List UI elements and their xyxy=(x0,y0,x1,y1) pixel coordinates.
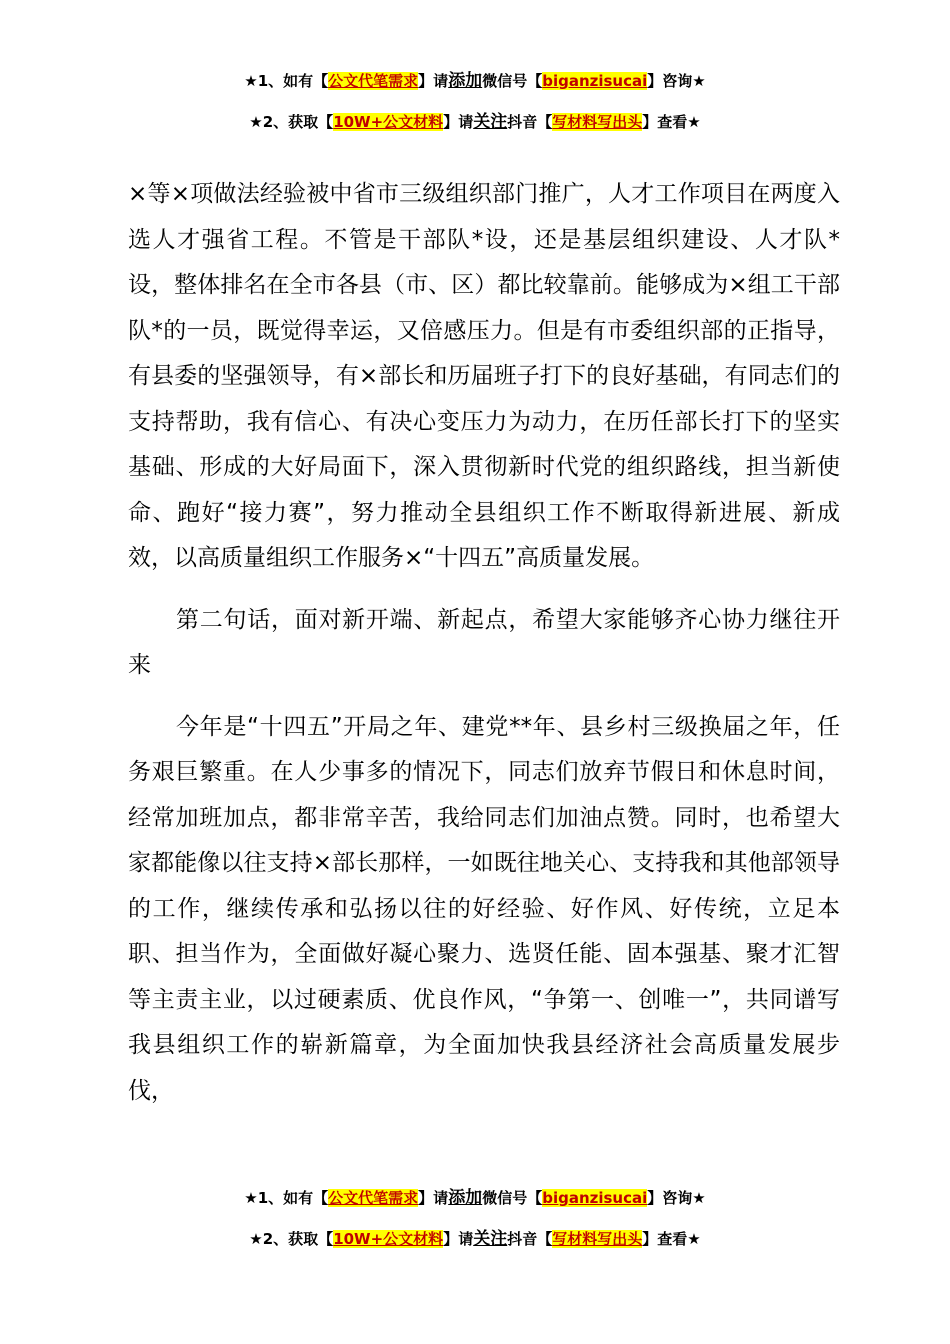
banner-text: 】请 xyxy=(443,1230,474,1248)
paragraph-1: ×等×项做法经验被中省市三级组织部门推广，人才工作项目在两度入选人才强省工程。不管是干部队*设，还是基层组织建设、人才队*设，整体排名在全市各县（市、区）都比较靠前。能够成为×组工干部队*的一员，既觉得幸运，又倍感压力。但是有市委组织部的正指导，有县委的坚强领导，有×部长和历届班子打下的良好基础，有同志们的支持帮助，我有信心、有决心变压力为动力，在历任部长打下的坚实基础、形成的大好局面下，深入贯彻新时代党的组织路线，担当新使命、跑好“接力赛”，努力推动全县组织工作不断取得新进展、新成效，以高质量组织工作服务×“十四五”高质量发展。 xyxy=(128,181,840,571)
banner-text: 】咨询★ xyxy=(647,1189,706,1207)
banner-text: 微信号【 xyxy=(482,1189,543,1207)
banner-text: 】请 xyxy=(443,113,474,131)
banner-highlight: 10W+公文材料 xyxy=(333,1230,444,1248)
banner-text: 抖音【 xyxy=(507,1230,553,1248)
banner-text: 】查看★ xyxy=(642,113,701,131)
banner-line-2 xyxy=(0,1228,950,1250)
banner-text: 抖音【 xyxy=(507,113,553,131)
banner-text: ★1、如有【 xyxy=(244,1189,329,1207)
banner-emphasis: 关注 xyxy=(473,112,508,132)
banner-highlight: biganzisucai xyxy=(542,72,648,90)
document-body xyxy=(128,172,840,1114)
banner-highlight: biganzisucai xyxy=(542,1189,648,1207)
banner-text: 】请 xyxy=(418,72,449,90)
banner-emphasis: 添加 xyxy=(448,71,483,91)
banner-text: ★1、如有【 xyxy=(244,72,329,90)
banner-emphasis: 添加 xyxy=(448,1188,483,1208)
banner-line-1 xyxy=(0,70,950,92)
banner-text: 】请 xyxy=(418,1189,449,1207)
banner-highlight: 写材料写出头 xyxy=(552,1230,643,1248)
banner-highlight: 写材料写出头 xyxy=(552,113,643,131)
banner-text: 微信号【 xyxy=(482,72,543,90)
banner-text: 】咨询★ xyxy=(647,72,706,90)
banner-line-1 xyxy=(0,1187,950,1209)
banner-highlight: 公文代笔需求 xyxy=(328,1189,419,1207)
section-heading: 第二句话，面对新开端、新起点，希望大家能够齐心协力继往开来 xyxy=(128,606,840,678)
banner-emphasis: 关注 xyxy=(473,1229,508,1249)
paragraph-3: 今年是“十四五”开局之年、建党**年、县乡村三级换届之年，任务艰巨繁重。在人少事多的情况下，同志们放弃节假日和休息时间，经常加班加点，都非常辛苦，我给同志们加油点赞。同时，也希望大家都能像以往支持×部长那样，一如既往地关心、支持我和其他部领导的工作，继续传承和弘扬以往的好经验、好作风、好传统，立足本职、担当作为，全面做好凝心聚力、选贤任能、固本强基、聚才汇智等主责主业，以过硬素质、优良作风，“争第一、创唯一”，共同谱写我县组织工作的崭新篇章，为全面加快我县经济社会高质量发展步伐， xyxy=(128,713,840,1104)
banner-highlight: 10W+公文材料 xyxy=(333,113,444,131)
banner-text: ★2、获取【 xyxy=(249,1230,334,1248)
banner-text: 】查看★ xyxy=(642,1230,701,1248)
banner-text: ★2、获取【 xyxy=(249,113,334,131)
banner-line-2 xyxy=(0,111,950,133)
banner-highlight: 公文代笔需求 xyxy=(328,72,419,90)
